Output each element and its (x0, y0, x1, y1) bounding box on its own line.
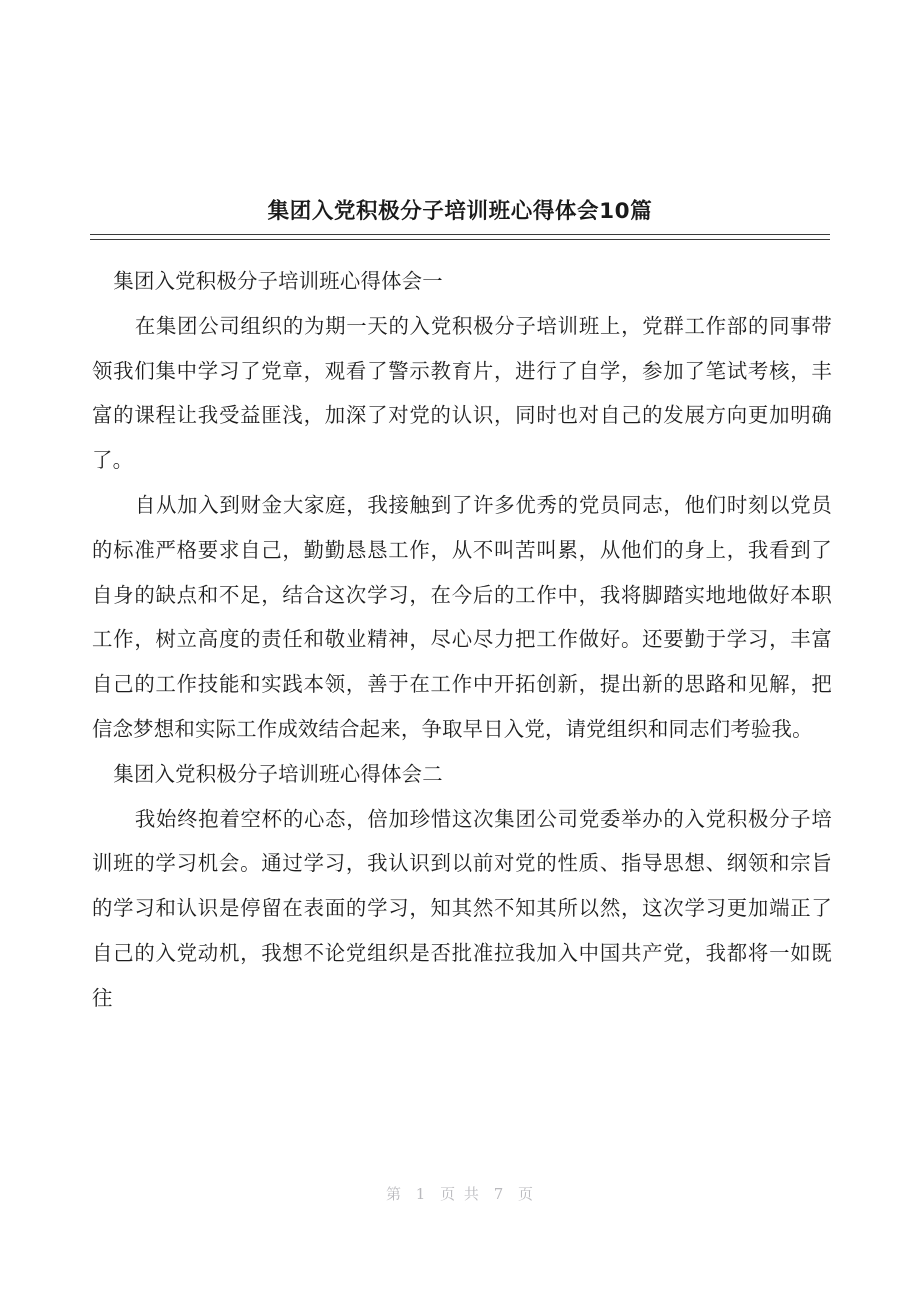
footer-total-unit: 页 (518, 1185, 535, 1203)
page-title: 集团入党积极分子培训班心得体会10篇 (267, 199, 653, 224)
page-footer (0, 1183, 920, 1204)
title-block (0, 0, 920, 240)
section-1-paragraph-2: 自从加入到财金大家庭，我接触到了许多优秀的党员同志，他们时刻以党员的标准严格要求自己，勤勤恳恳工作，从不叫苦叫累，从他们的身上，我看到了自身的缺点和不足，结合这次学习，在今后的工作中，我将脚踏实地地做好本职工作，树立高度的责任和敬业精神，尽心尽力把工作做好。还要勤于学习，丰富自己的工作技能和实践本领，善于在工作中开拓创新，提出新的思路和见解，把信念梦想和实际工作成效结合起来，争取早日入党，请党组织和同志们考验我。 (92, 492, 832, 741)
section-2-paragraph-1: 我始终抱着空杯的心态，倍加珍惜这次集团公司党委举办的入党积极分子培训班的学习机会。通过学习，我认识到以前对党的性质、指导思想、纲领和宗旨的学习和认识是停留在表面的学习，知其然不知其所以然，这次学习更加端正了自己的入党动机，我想不论党组织是否批准拉我加入中国共产党，我都将一如既往 (92, 806, 832, 1010)
footer-page-number: 1 (415, 1185, 427, 1203)
footer-page-label: 第 (385, 1185, 402, 1203)
section-heading-2: 集团入党积极分子培训班心得体会二 (113, 761, 443, 786)
section-heading-1: 集团入党积极分子培训班心得体会一 (113, 269, 443, 293)
footer-total-label: 共 (463, 1185, 480, 1203)
footer-page-unit: 页 (440, 1185, 457, 1203)
footer-total-pages: 7 (493, 1185, 505, 1203)
title-divider (90, 234, 830, 240)
section-1-paragraph-1: 在集团公司组织的为期一天的入党积极分子培训班上，党群工作部的同事带领我们集中学习了党章，观看了警示教育片，进行了自学，参加了笔试考核，丰富的课程让我受益匪浅，加深了对党的认识，同时也对自己的发展方向更加明确了。 (92, 313, 832, 473)
document-content (0, 259, 920, 1021)
